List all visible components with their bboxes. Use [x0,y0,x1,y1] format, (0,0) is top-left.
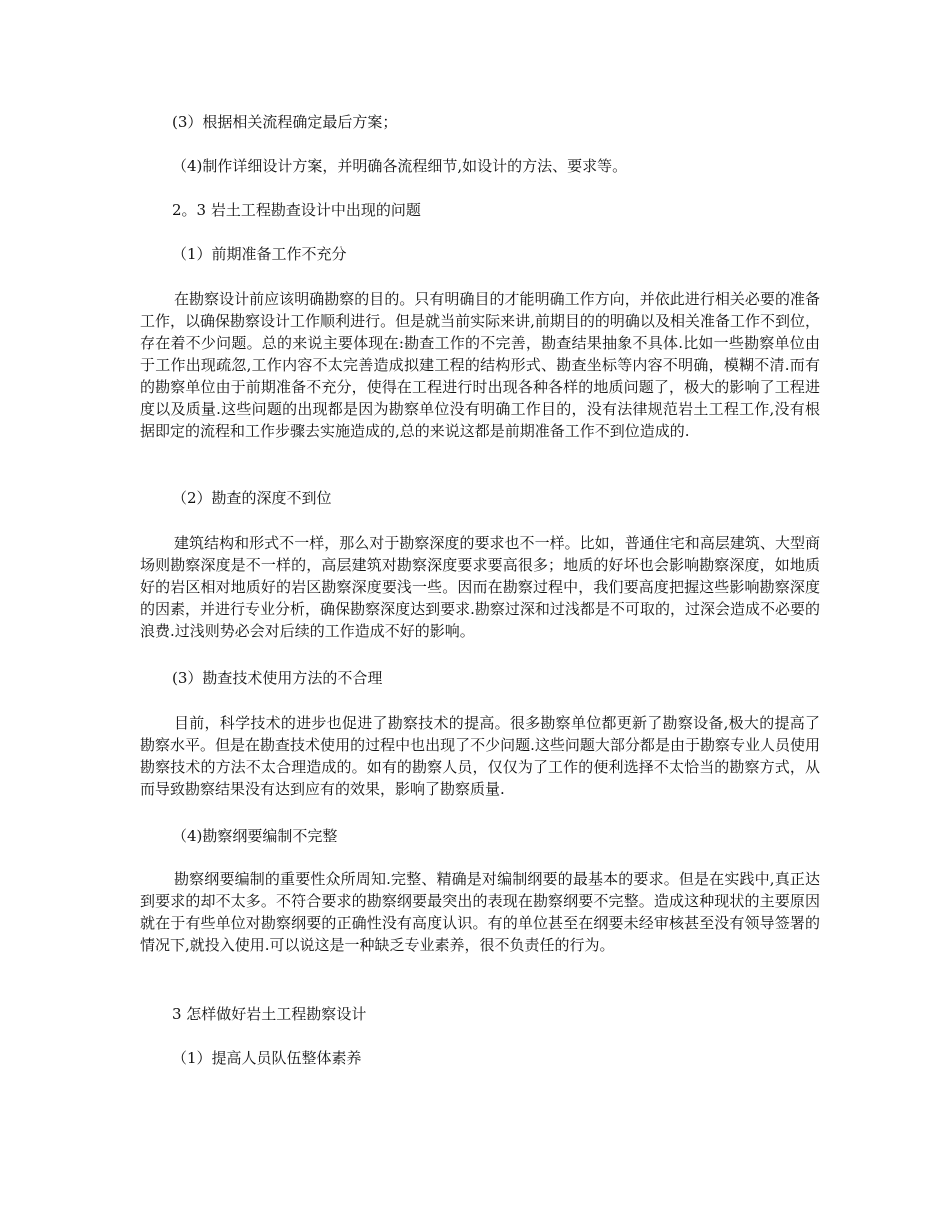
paragraph-text: 目前，科学技术的进步也促进了勘察技术的提高。很多勘察单位都更新了勘察设备,极大的提高了勘察水平。但是在勘查技术使用的过程中也出现了不少问题.这些问题大部分都是由于勘察专业人员使用勘察技术的方法不太合理造成的。如有的勘察人员，仅仅为了工作的便利选择不太恰当的勘察方式，从而导致勘察结果没有达到应有的效果，影响了勘察质量. [140,714,820,798]
section-heading-2-3: 2。3 岩土工程勘查设计中出现的问题 [172,201,421,219]
subheading-4: （4)勘察纲要编制不完整 [172,827,338,845]
section-heading-3: 3 怎样做好岩土工程勘察设计 [172,1005,367,1023]
subheading-3: (3）勘查技术使用方法的不合理 [172,669,383,687]
subheading-2: （2）勘查的深度不到位 [172,489,332,507]
paragraph-technology [140,712,820,800]
paragraph-depth [140,532,820,642]
subheading-5: （1）提高人员队伍整体素养 [172,1049,362,1067]
paragraph-text: 建筑结构和形式不一样，那么对于勘察深度的要求也不一样。比如，普通住宅和高层建筑、大型商场则勘察深度是不一样的，高层建筑对勘察深度要求要高很多；地质的好坏也会影响勘察深度，如地质好的岩区相对地质好的岩区勘察深度要浅一些。因而在勘察过程中，我们要高度把握这些影响勘察深度的因素，并进行专业分析，确保勘察深度达到要求.勘察过深和过浅都是不可取的，过深会造成不必要的浪费.过浅则势必会对后续的工作造成不好的影响。 [140,534,820,640]
list-item-3: (3）根据相关流程确定最后方案； [172,113,398,131]
paragraph-outline [140,868,820,956]
paragraph-text: 在勘察设计前应该明确勘察的目的。只有明确目的才能明确工作方向，并依此进行相关必要的准备工作，以确保勘察设计工作顺利进行。但是就当前实际来讲,前期目的的明确以及相关准备工作不到位，存在着不少问题。总的来说主要体现在:勘查工作的不完善，勘查结果抽象不具体.比如一些勘察单位由于工作出现疏忽,工作内容不太完善造成拟建工程的结构形式、勘查坐标等内容不明确，模糊不清.而有的勘察单位由于前期准备不充分，使得在工程进行时出现各种各样的地质问题了，极大的影响了工程进度以及质量.这些问题的出现都是因为勘察单位没有明确工作目的，没有法律规范岩土工程工作,没有根据即定的流程和工作步骤去实施造成的,总的来说这都是前期准备工作不到位造成的. [140,290,820,440]
paragraph-preparation [140,288,820,442]
subheading-1: （1）前期准备工作不充分 [172,245,347,263]
list-item-4: （4)制作详细设计方案，并明确各流程细节,如设计的方法、要求等。 [172,157,628,175]
paragraph-text: 勘察纲要编制的重要性众所周知.完整、精确是对编制纲要的最基本的要求。但是在实践中,真正达到要求的却不太多。不符合要求的勘察纲要最突出的表现在勘察纲要不完整。造成这种现状的主要原因就在于有些单位对勘察纲要的正确性没有高度认识。有的单位甚至在纲要未经审核甚至没有领导签署的情况下,就投入使用.可以说这是一种缺乏专业素养，很不负责任的行为。 [140,870,820,954]
